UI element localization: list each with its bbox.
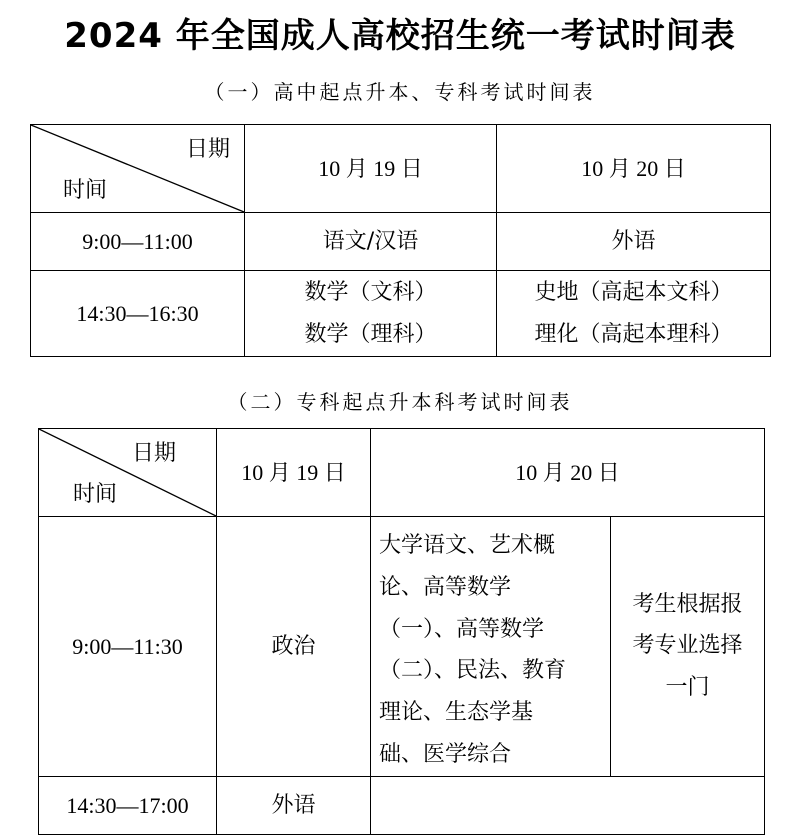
page-title: 2024 年全国成人高校招生统一考试时间表 [64, 16, 736, 56]
time-cell: 14:30—17:00 [39, 776, 217, 834]
subject-list-cell [371, 517, 611, 777]
section1-day1-header: 10 月 19 日 [245, 125, 497, 213]
section1-header-row [31, 125, 771, 213]
table-row [31, 271, 771, 357]
subject-line: 理论、生态学基 [379, 700, 534, 726]
date-label: 日期 [185, 137, 230, 162]
time-cell: 14:30—16:30 [31, 271, 245, 357]
subject-line: （一）、高等数学 [379, 616, 545, 642]
subject-cell [497, 271, 771, 357]
note-line: 考专业选择 [632, 633, 743, 659]
subject-cell [245, 271, 497, 357]
section1-day2-header: 10 月 20 日 [497, 125, 771, 213]
time-cell: 9:00—11:30 [39, 517, 217, 777]
subject-line: （二）、民法、教育 [379, 658, 567, 684]
section1-table [30, 124, 771, 357]
note-line: 一门 [665, 675, 710, 701]
section2-subtitle: （二）专科起点升本科考试时间表 [227, 390, 573, 414]
section1-subtitle: （一）高中起点升本、专科考试时间表 [204, 80, 596, 104]
subject-cell: 外语 [217, 776, 371, 834]
table-row [39, 776, 765, 834]
date-label: 日期 [131, 441, 176, 466]
section1-diagonal-header [31, 125, 245, 213]
subject-cell: 政治 [217, 517, 371, 777]
subject-line: 数学（文科） [304, 279, 437, 305]
subject-line: 数学（理科） [304, 321, 437, 347]
time-label: 时间 [63, 178, 108, 203]
subject-line: 论、高等数学 [379, 574, 512, 600]
section2-table [38, 428, 765, 835]
subject-line: 理化（高起本理科） [534, 321, 733, 347]
section2-day1-header: 10 月 19 日 [217, 429, 371, 517]
section2-header-row [39, 429, 765, 517]
table-row [31, 213, 771, 271]
subject-cell: 语文/汉语 [245, 213, 497, 271]
subject-line: 史地（高起本文科） [534, 279, 733, 305]
subject-cell: 外语 [497, 213, 771, 271]
note-cell [611, 517, 765, 777]
subject-line: 础、医学综合 [379, 741, 512, 767]
diagonal-line [39, 429, 216, 516]
note-line: 考生根据报 [632, 591, 743, 617]
table-row [39, 517, 765, 777]
time-label: 时间 [73, 482, 118, 507]
section2-diagonal-header [39, 429, 217, 517]
section2-day2-header: 10 月 20 日 [371, 429, 765, 517]
empty-cell [371, 776, 765, 834]
subject-line: 大学语文、艺术概 [379, 533, 556, 558]
time-cell: 9:00—11:00 [31, 213, 245, 271]
